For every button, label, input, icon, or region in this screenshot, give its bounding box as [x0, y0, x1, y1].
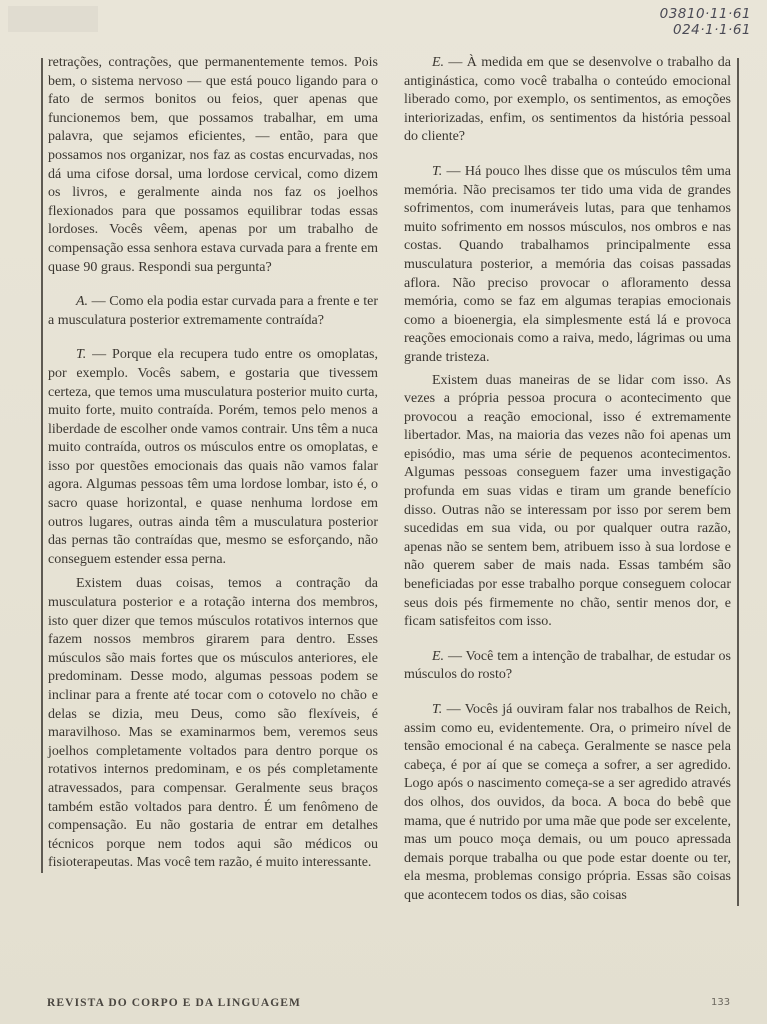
- paragraph: [404, 54, 731, 147]
- left-column: [48, 54, 378, 873]
- paragraph: [48, 293, 378, 330]
- paragraph: [48, 346, 378, 569]
- speaker-label: E.: [432, 55, 445, 70]
- right-column: [404, 54, 731, 906]
- paragraph-text: — À medida em que se desenvolve o trabalho da antiginástica, como você trabalha o conteúdo emocional liberado como, por exemplo, os sentimentos, as emoções interiorizadas, enfim, os sentimentos da história pessoal do cliente?: [404, 55, 731, 145]
- journal-title-footer: REVISTA DO CORPO E DA LINGUAGEM: [47, 997, 302, 1009]
- speaker-label: E.: [432, 648, 445, 664]
- bleed-through-smudge: [8, 6, 98, 32]
- speaker-label: T.: [432, 702, 443, 717]
- speaker-label: A.: [76, 294, 89, 310]
- right-margin-rule: [737, 58, 739, 906]
- paragraph-text: — Vocês já ouviram falar nos trabalhos de Reich, assim como eu, evidentemente. Ora, o primeiro nível de tensão emocional é na cabeça. Geralmente se nasce pela cabeça, é por aí que se começa a sofrer, a ser agredido. Logo após o nascimento começa-se a ser agredido através dos olhos, dos ouvidos, da boca. A boca do bebê que mama, que é nutrido por uma mãe que pode ser excelente, mas um pouco moça demais, ou um pouco apressada demais porque trabalha ou que pode estar doente ou ter, ela mesma, problemas consigo própria. Essas são coisas que acontecem todos os dias, são coisas: [404, 702, 731, 903]
- handwritten-annotation: [660, 6, 751, 38]
- paragraph: [48, 575, 378, 873]
- handwritten-line-2: 024·1·1·61: [673, 22, 751, 38]
- paragraph: [48, 54, 378, 277]
- left-margin-rule: [41, 58, 43, 873]
- paragraph-text: Existem duas coisas, temos a contração da musculatura posterior e a rotação interna dos membros, isto quer dizer que temos músculos rotativos internos que fazem nossos membros girarem para dentro. Esses músculos são mais fortes que os músculos anteriores, ele predominam. Desse modo, algumas pessoas podem se inclinar para a frente até tocar com o cotovelo no chão e delas se dizia, meu Deus, como são flexíveis, é maravilhoso. Mas se examinarmos bem, veremos seus joelhos completamente voltados para dentro porque os rotativos internos predominam, e os pés completamente atravessados, para compensar. Geralmente seus braços também estão voltados para dentro. É um fenômeno de compensação. Eu não gostaria de entrar em detalhes técnicos porque nem todos aqui são médicos ou fisioterapeutas. Mas você tem razão, é muito interessante.: [48, 576, 378, 871]
- paragraph: [404, 648, 731, 685]
- paragraph-text: — Você tem a intenção de trabalhar, de estudar os músculos do rosto?: [404, 648, 731, 683]
- page-number: 133: [711, 997, 731, 1008]
- paragraph-text: Existem duas maneiras de se lidar com isso. As vezes a própria pessoa procura o acontecimento que provocou a reação emocional, isso é extremamente libertador. Mas, na maioria das vezes não foi apenas um episódio, mas uma série de pequenos acontecimentos. Algumas pessoas conseguem fazer uma investigação profunda em suas vidas e tiram um grande benefício disso. Outras não se interessam por isso por serem bem sucedidas em sua vida, ou por qualquer outra razão, apenas não se sentem bem, atribuem isso à sua lordose e não querem saber de mais nada. Essas também são beneficiadas por esse trabalho porque conseguem colocar seus dois pés firmemente no chão, sentir menos dor, e ficam satisfeitos com isso.: [404, 372, 731, 630]
- speaker-label: T.: [76, 347, 87, 363]
- handwritten-line-1: 03810·11·61: [659, 6, 751, 22]
- paragraph-text: retrações, contrações, que permanentemente temos. Pois bem, o sistema nervoso — que está pouco ligando para o fato de sermos bonitos ou feios, quer apenas que funcionemos bem, que possamos trabalhar, em uma palavra, que sejamos eficientes, — então, para que possamos nos organizar, nos faz as costas encurvadas, nos dá uma cifose dorsal, uma lordose cervical, como dizem os livros, e geralmente ainda nos faz os joelhos flexionados para que possamos equilibrar todas essas lordoses. Vocês vêem, apenas por um trabalho de compensação essa senhora estava curvada para a frente em quase 90 graus. Respondi sua pergunta?: [48, 55, 378, 275]
- paragraph-text: — Porque ela recupera tudo entre os omoplatas, por exemplo. Vocês sabem, e gostaria que tivessem certeza, que temos uma musculatura posterior muito curta, muito forte, muito contraída. Porém, temos pelo menos a liberdade de escolher onde vamos contrair. Uns têm a nuca muito contraída, outros os músculos entre os omoplatas, e isso por questões emocionais das quais não vamos falar agora. Algumas pessoas têm uma lordose lombar, isto é, o sacro quase horizontal, e quase nenhuma lordose em outros lugares, outras ainda têm a musculatura posterior das pernas tão contraídas que, mesmo se esforçando, não conseguem estender essa perna.: [48, 347, 378, 567]
- paragraph: [404, 701, 731, 906]
- speaker-label: T.: [432, 163, 443, 179]
- paragraph-text: — Como ela podia estar curvada para a frente e ter a musculatura posterior extremamente contraída?: [48, 294, 378, 328]
- paragraph-text: — Há pouco lhes disse que os músculos têm uma memória. Não precisamos ter tido uma vida de grandes sofrimentos, com inumeráveis lutas, para que tenhamos muito sofrimento em nossos músculos, nos ombros e nas costas. Quando trabalhamos principalmente essa musculatura posterior, a memória das coisas passadas aflora. Não preciso provocar o afloramento dessa memória, como se faz em algumas terapias emocionais como a bioenergia, ela simplesmente está lá e provoca reações emocionais como a raiva, medo, lágrimas ou uma grande tristeza.: [404, 163, 731, 365]
- paragraph: [404, 372, 731, 632]
- paragraph: [404, 163, 731, 368]
